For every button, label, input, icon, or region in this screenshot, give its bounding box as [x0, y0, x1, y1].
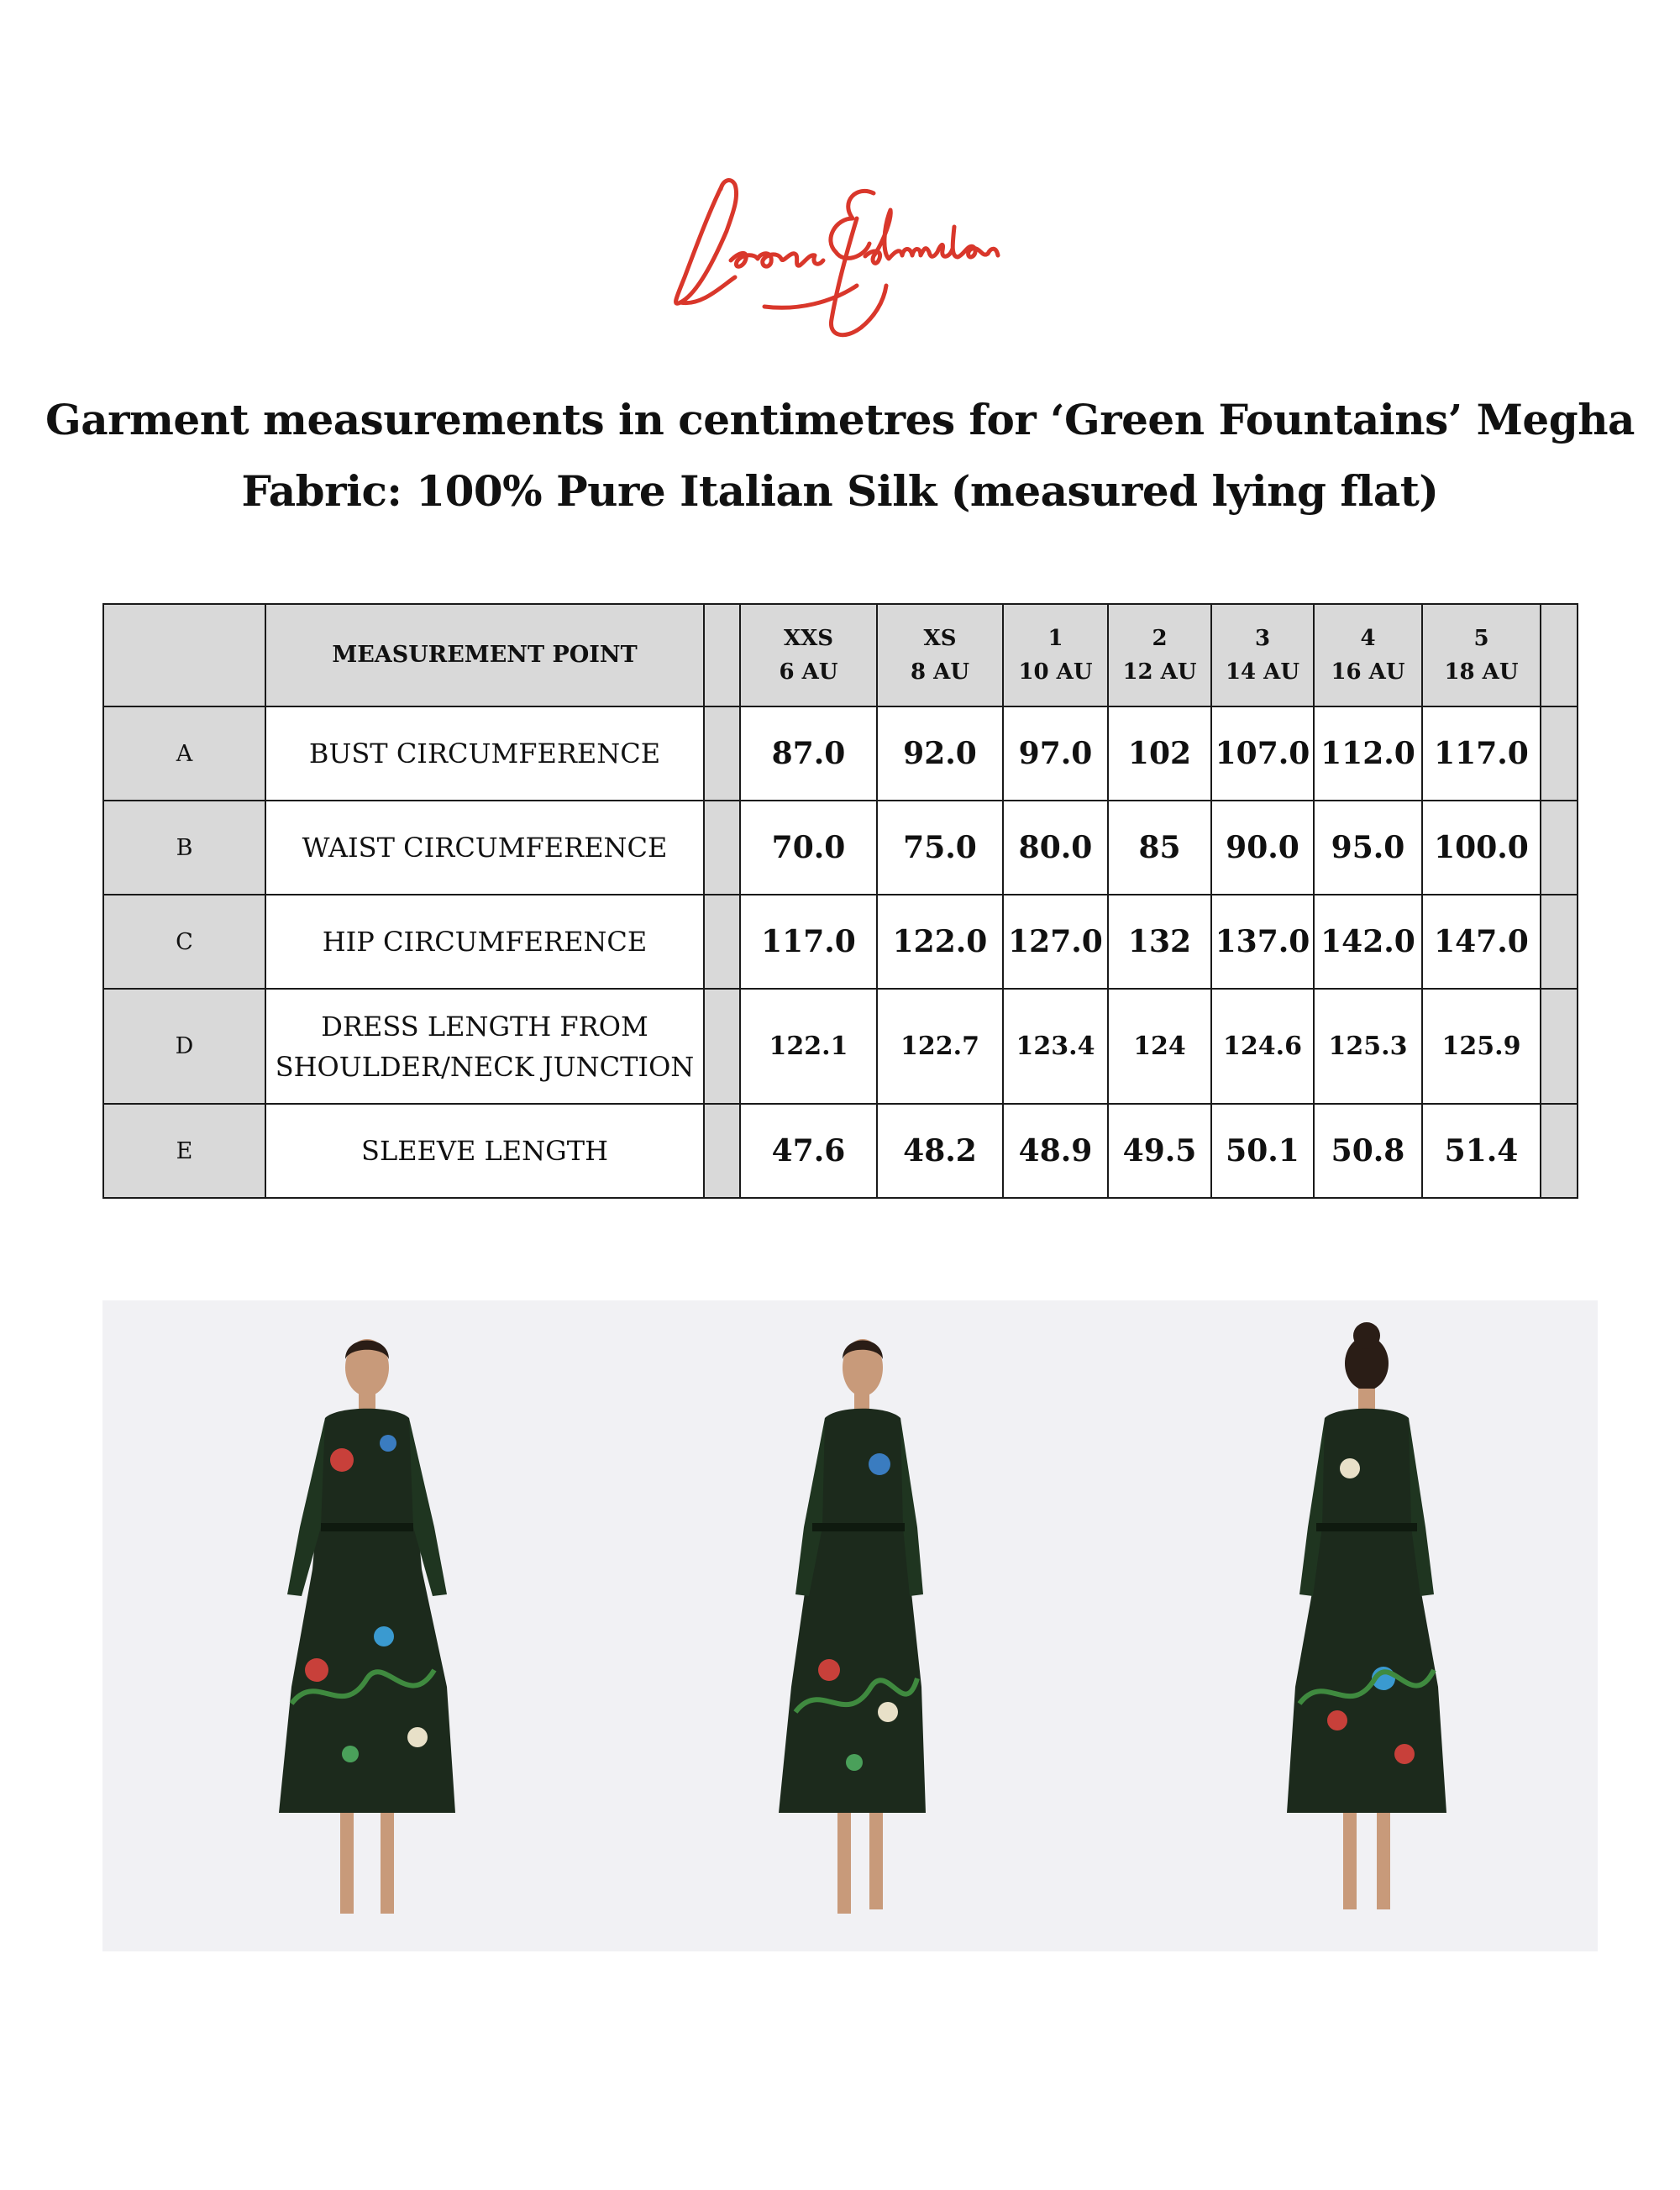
value-cell: 123.4 [1003, 989, 1108, 1104]
value-cell: 124 [1108, 989, 1211, 1104]
size-header: 3 14 AU [1211, 604, 1314, 706]
spacer-cell [1541, 706, 1578, 801]
row-label: HIP CIRCUMFERENCE [265, 895, 704, 989]
value-cell: 97.0 [1003, 706, 1108, 801]
value-cell: 85 [1108, 801, 1211, 895]
value-cell: 125.3 [1314, 989, 1422, 1104]
value-cell: 112.0 [1314, 706, 1422, 801]
table-row [103, 895, 1578, 989]
spacer-cell [704, 895, 740, 989]
value-cell: 51.4 [1422, 1104, 1541, 1198]
size-header: 5 18 AU [1422, 604, 1541, 706]
row-code: B [103, 801, 265, 895]
row-label: WAIST CIRCUMFERENCE [265, 801, 704, 895]
row-label: BUST CIRCUMFERENCE [265, 706, 704, 801]
spacer-cell [704, 989, 740, 1104]
size-chart-table [102, 603, 1578, 1199]
value-cell: 50.1 [1211, 1104, 1314, 1198]
code-header-cell [103, 604, 265, 706]
table-row [103, 989, 1578, 1104]
size-header: 1 10 AU [1003, 604, 1108, 706]
value-cell: 142.0 [1314, 895, 1422, 989]
value-cell: 147.0 [1422, 895, 1541, 989]
table-row [103, 1104, 1578, 1198]
brand-logo [664, 160, 1016, 344]
value-cell: 122.7 [877, 989, 1003, 1104]
size-header: XS 8 AU [877, 604, 1003, 706]
value-cell: 117.0 [1422, 706, 1541, 801]
value-cell: 90.0 [1211, 801, 1314, 895]
model-side-photo [728, 1317, 980, 1939]
row-code: E [103, 1104, 265, 1198]
value-cell: 48.2 [877, 1104, 1003, 1198]
value-cell: 50.8 [1314, 1104, 1422, 1198]
value-cell: 137.0 [1211, 895, 1314, 989]
value-cell: 117.0 [740, 895, 877, 989]
value-cell: 124.6 [1211, 989, 1314, 1104]
spacer-cell [1541, 989, 1578, 1104]
value-cell: 125.9 [1422, 989, 1541, 1104]
table-row [103, 706, 1578, 801]
row-label: DRESS LENGTH FROM SHOULDER/NECK JUNCTION [265, 989, 704, 1104]
product-photos [102, 1300, 1598, 1951]
spacer-cell [704, 706, 740, 801]
size-header: 4 16 AU [1314, 604, 1422, 706]
value-cell: 80.0 [1003, 801, 1108, 895]
value-cell: 92.0 [877, 706, 1003, 801]
value-cell: 132 [1108, 895, 1211, 989]
value-cell: 107.0 [1211, 706, 1314, 801]
row-label: SLEEVE LENGTH [265, 1104, 704, 1198]
value-cell: 122.1 [740, 989, 877, 1104]
row-code: C [103, 895, 265, 989]
value-cell: 102 [1108, 706, 1211, 801]
size-header: XXS 6 AU [740, 604, 877, 706]
spacer-cell [1541, 801, 1578, 895]
value-cell: 95.0 [1314, 801, 1422, 895]
spacer-cell [704, 1104, 740, 1198]
page-title: Garment measurements in centimetres for ‘Green Fountains’ Megha [45, 395, 1635, 444]
value-cell: 49.5 [1108, 1104, 1211, 1198]
value-cell: 100.0 [1422, 801, 1541, 895]
row-code: A [103, 706, 265, 801]
size-header: 2 12 AU [1108, 604, 1211, 706]
table-row [103, 801, 1578, 895]
model-back-photo [1241, 1317, 1493, 1939]
value-cell: 122.0 [877, 895, 1003, 989]
spacer-cell [1541, 604, 1578, 706]
spacer-cell [704, 604, 740, 706]
value-cell: 75.0 [877, 801, 1003, 895]
spacer-cell [1541, 1104, 1578, 1198]
value-cell: 70.0 [740, 801, 877, 895]
table-header-row [103, 604, 1578, 706]
spacer-cell [1541, 895, 1578, 989]
fabric-subtitle: Fabric: 100% Pure Italian Silk (measured lying flat) [241, 466, 1439, 516]
spacer-cell [704, 801, 740, 895]
measurement-point-header: MEASUREMENT POINT [265, 604, 704, 706]
value-cell: 87.0 [740, 706, 877, 801]
value-cell: 47.6 [740, 1104, 877, 1198]
value-cell: 127.0 [1003, 895, 1108, 989]
value-cell: 48.9 [1003, 1104, 1108, 1198]
model-front-photo [241, 1317, 493, 1939]
row-code: D [103, 989, 265, 1104]
